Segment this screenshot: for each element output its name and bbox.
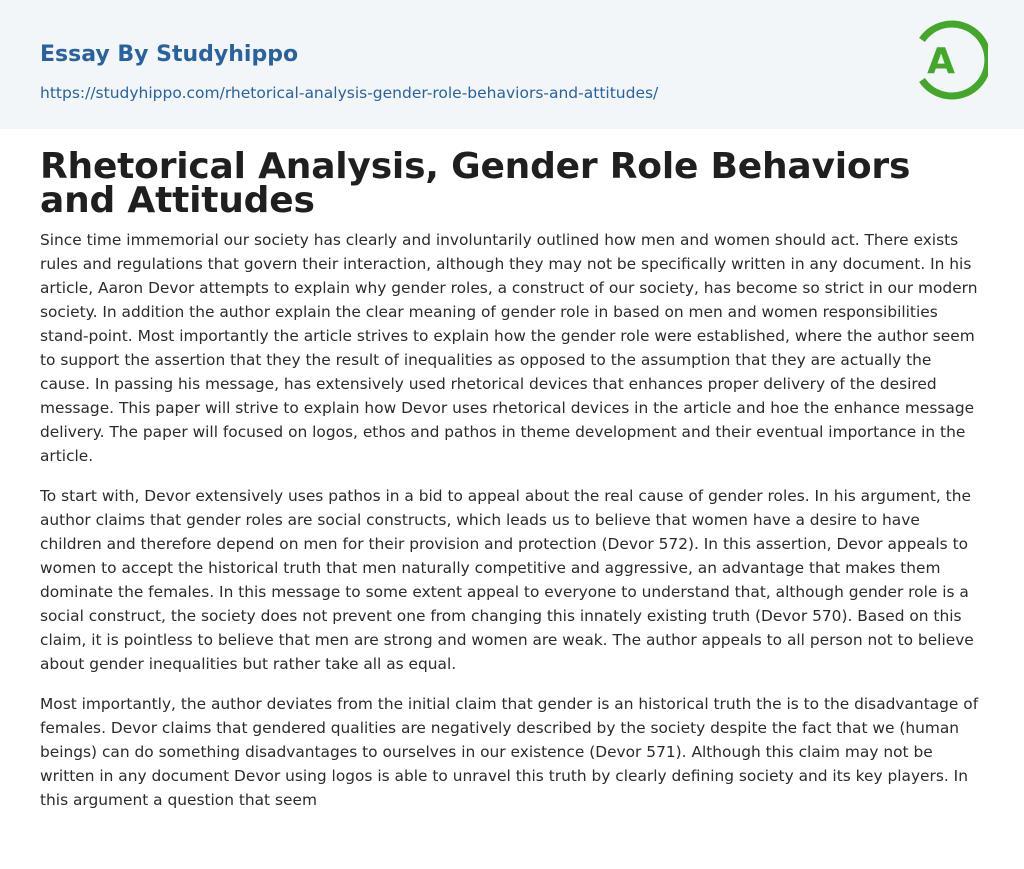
logo-letter: A [927, 41, 955, 82]
essay-paragraph: To start with, Devor extensively uses pathos in a bid to appeal about the real cause of gender roles. In his argument, the author claims that gender roles are social constructs, which leads us to believe that women have a desire to have children and therefore depend on men for their provision and protection (Devor 572). In this assertion, Devor appeals to women to accept the historical truth that men naturally competitive and aggressive, an advantage that makes them dominate the females. In this message to some extent appeal to everyone to understand that, although gender role is a social construct, the society does not prevent one from changing this innately existing truth (Devor 570). Based on this claim, it is pointless to believe that men are strong and women are weak. The author appeals to all person not to believe about gender inequalities but rather take all as equal. [40, 487, 974, 673]
essay-title: Rhetorical Analysis, Gender Role Behaviors and Attitudes [40, 146, 911, 221]
essay-paragraph: Since time immemorial our society has clearly and involuntarily outlined how men and women should act. There exists rules and regulations that govern their interaction, although they may not be specifically written in any document. In his article, Aaron Devor attempts to explain why gender roles, a construct of our society, has become so strict in our modern society. In addition the author explain the clear meaning of gender role in based on men and women responsibilities stand-point. Most importantly the article strives to explain how the gender role were established, where the author seem to support the assertion that they the result of inequalities as opposed to the assumption that they are actually the cause. In passing his message, has extensively used rhetorical devices that enhances proper delivery of the desired message. This paper will strive to explain how Devor uses rhetorical devices in the article and hoe the enhance message delivery. The paper will focused on logos, ethos and pathos in theme development and their eventual importance in the article. [40, 231, 978, 465]
studyhippo-logo[interactable] [912, 18, 988, 106]
page-header [0, 0, 1024, 129]
brand-title: Essay By Studyhippo [40, 42, 299, 67]
essay-paragraph: Most importantly, the author deviates from the initial claim that gender is an historical truth the is to the disadvantage of females. Devor claims that gendered qualities are negatively described by the society despite the fact that we (human beings) can do something disadvantages to ourselves in our existence (Devor 571). Although this claim may not be written in any document Devor using logos is able to unravel this truth by clearly defining society and its key players. In this argument a question that seem [40, 695, 979, 809]
source-url-link[interactable]: https://studyhippo.com/rhetorical-analysis-gender-role-behaviors-and-attitudes/ [40, 84, 659, 102]
essay-content [40, 146, 986, 812]
